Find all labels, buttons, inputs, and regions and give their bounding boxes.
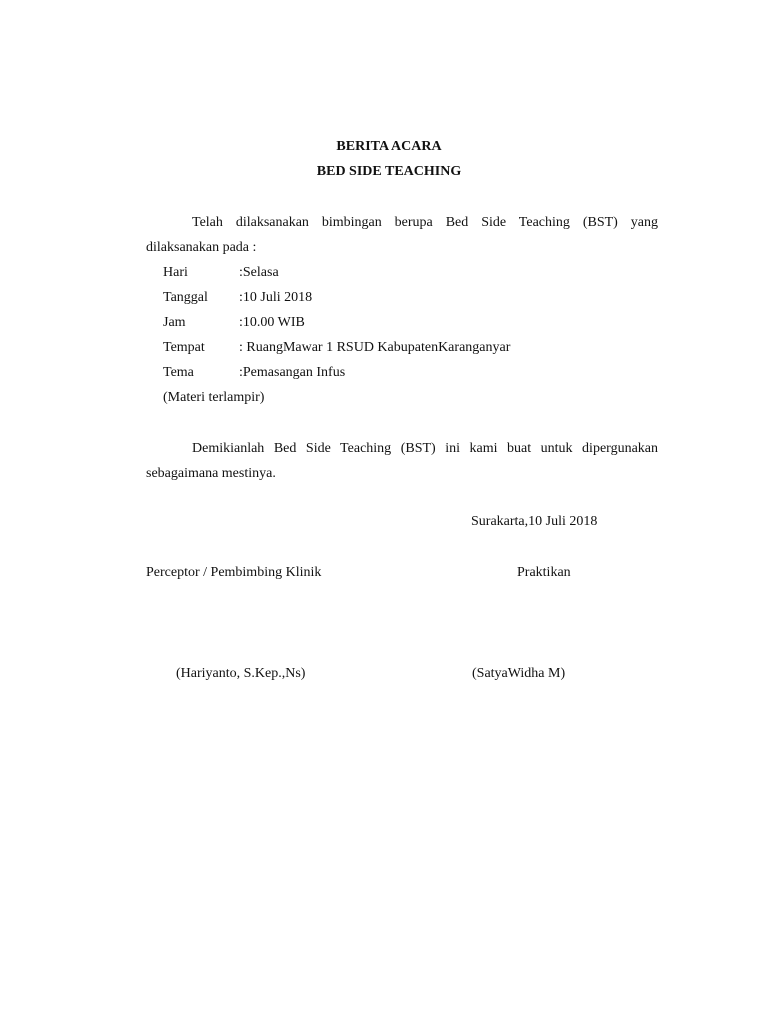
- document-title: BERITA ACARA: [336, 139, 442, 154]
- intro-line-2: dilaksanakan pada :: [146, 240, 257, 255]
- right-signatory-role: Praktikan: [517, 565, 571, 580]
- closing-line-1: Demikianlah Bed Side Teaching (BST) ini kami buat untuk dipergunakan: [192, 441, 658, 456]
- detail-value: : RuangMawar 1 RSUD KabupatenKaranganyar: [239, 340, 511, 355]
- left-signatory-role: Perceptor / Pembimbing Klinik: [146, 565, 322, 580]
- detail-label: Tema: [163, 365, 194, 380]
- place-date: Surakarta,10 Juli 2018: [471, 514, 598, 529]
- closing-line-2: sebagaimana mestinya.: [146, 466, 276, 481]
- intro-paragraph: [146, 210, 658, 260]
- detail-label: Hari: [163, 265, 188, 280]
- closing-paragraph: [146, 436, 658, 486]
- detail-label: Tempat: [163, 340, 205, 355]
- left-signatory-name: (Hariyanto, S.Kep.,Ns): [176, 666, 306, 681]
- detail-value: :10.00 WIB: [239, 315, 305, 330]
- detail-value: :10 Juli 2018: [239, 290, 313, 305]
- document-subtitle: BED SIDE TEACHING: [316, 164, 462, 179]
- materials-note: (Materi terlampir): [163, 390, 265, 405]
- intro-line-1: Telah dilaksanakan bimbingan berupa Bed Side Teaching (BST) yang: [192, 215, 658, 230]
- detail-value: :Selasa: [239, 265, 279, 280]
- right-signatory-name: (SatyaWidha M): [472, 666, 566, 681]
- detail-value: :Pemasangan Infus: [239, 365, 346, 380]
- detail-label: Jam: [163, 315, 186, 330]
- detail-label: Tanggal: [163, 290, 208, 305]
